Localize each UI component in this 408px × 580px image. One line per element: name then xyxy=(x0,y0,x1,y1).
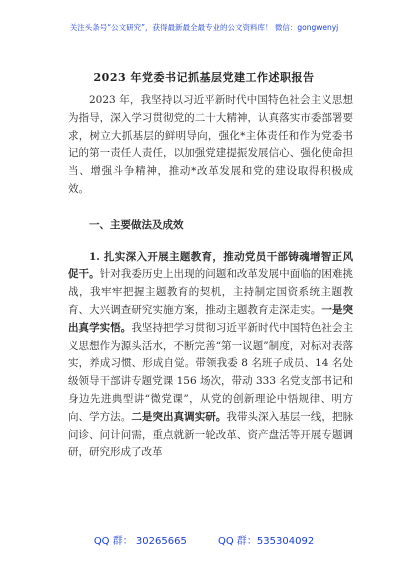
point-1-text-a: 针对我委历史上出现的问题和改革发展中面临的困难挑战，我牢牢把握主题教育的契机，主持制定国资系统主题教育、大兴调查研究实施方案，推动主题教育走深走实。 xyxy=(68,268,354,316)
header-banner: 关注头条号“公文研究”，获得最新最全最专业的公文资料库！ 微信：gongwenyj xyxy=(69,23,339,32)
qq-group-1: QQ 群： 30265665 xyxy=(93,536,187,547)
section-heading: 一、主要做法及成效 xyxy=(89,218,184,231)
document-title: 2023 年党委书记抓基层党建工作述职报告 xyxy=(93,71,315,84)
point-1-heading: 1. 扎实深入开展主题教育，推动党员干部铸魂增智正风促干。 xyxy=(68,250,353,281)
point-1-text-c: 我带头深入基层一线，把脉问诊、问计问需，重点就新一轮改革、资产盘活等开展专题调研，研究形成了改革 xyxy=(68,410,354,459)
intro-paragraph: 2023 年，我坚持以习近平新时代中国特色社会主义思想为指导，深入学习贯彻党的二十大精神，认真落实市委部署要求，树立大抓基层的鲜明导向，强化*主体责任和作为党委书记的第一责任人责任，以加强党建提振发展信心、强化使命担当、增强斗争精神，推动*改革发展和党的建设取得积极成效。 xyxy=(68,94,353,195)
point-1-sub-heading-2: 二是突出真调实研。 xyxy=(131,410,227,423)
point-1-sub-heading-1: 一是突出真学实悟。 xyxy=(68,303,354,334)
point-1-text-b: 我坚持把学习贯彻习近平新时代中国特色社会主义思想作为源头活水，不断完善“第一议题”制度，对标对表落实，养成习惯、形成自觉。带领我委 8 名班子成员、14 名处级领导干部讲专题党课 156 场次，带动 333 名党支部书记和身边先进典型讲“微党课”，从党的创新理论中悟规律、明方向、学方法。 xyxy=(68,321,354,423)
footer-contacts xyxy=(0,532,408,547)
qq-group-2: QQ 群：535304092 xyxy=(218,536,315,547)
point-1-paragraph xyxy=(68,249,353,463)
document-body xyxy=(68,92,353,462)
